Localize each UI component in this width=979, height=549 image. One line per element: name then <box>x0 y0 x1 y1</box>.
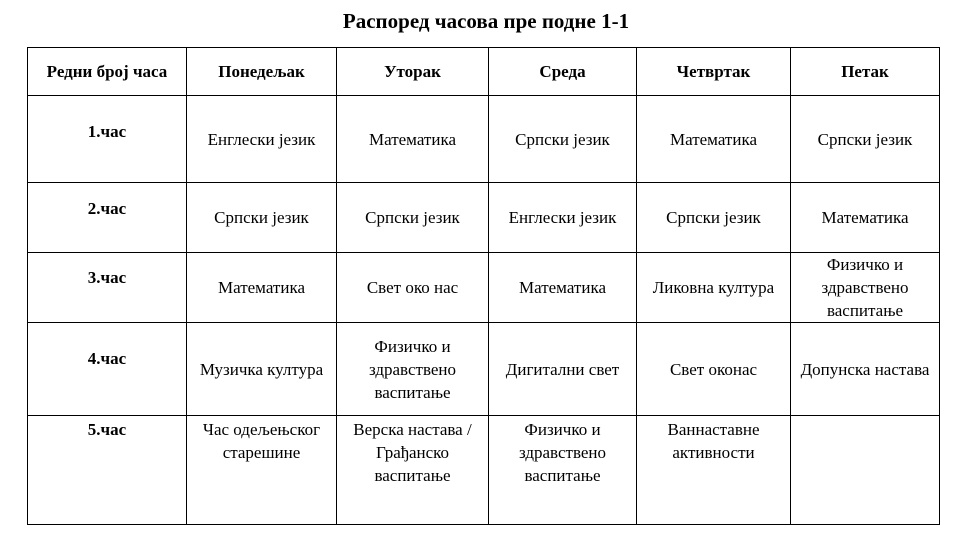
table-row <box>28 183 940 253</box>
table-cell: Српски језик <box>637 183 791 253</box>
table-cell: Ликовна култура <box>637 253 791 323</box>
table-cell: Математика <box>791 183 940 253</box>
table-cell: Математика <box>187 253 337 323</box>
table-cell <box>791 416 940 525</box>
table-cell: Физичко и здравствено васпитање <box>337 323 489 416</box>
table-row <box>28 96 940 183</box>
period-label: 2.час <box>28 183 187 253</box>
table-cell: Математика <box>637 96 791 183</box>
table-cell: Српски језик <box>187 183 337 253</box>
table-cell: Српски језик <box>489 96 637 183</box>
table-cell: Свет оконас <box>637 323 791 416</box>
page-title: Распоред часова пре подне 1-1 <box>342 9 630 33</box>
table-row <box>28 253 940 323</box>
table-cell: Српски језик <box>791 96 940 183</box>
header-period-number: Редни број часа <box>28 48 187 96</box>
table-cell: Дигитални свет <box>489 323 637 416</box>
header-row <box>28 48 940 96</box>
table-cell: Верска настава / Грађанско васпитање <box>337 416 489 525</box>
schedule-table <box>27 47 940 525</box>
table-row <box>28 323 940 416</box>
header-monday: Понедељак <box>187 48 337 96</box>
table-cell: Енглески језик <box>187 96 337 183</box>
table-cell: Свет око нас <box>337 253 489 323</box>
header-wednesday: Среда <box>489 48 637 96</box>
table-cell: Физичко и здравствено васпитање <box>489 416 637 525</box>
table-cell: Музичка култура <box>187 323 337 416</box>
table-cell: Математика <box>337 96 489 183</box>
period-label: 1.час <box>28 96 187 183</box>
header-tuesday: Уторак <box>337 48 489 96</box>
table-row <box>28 416 940 525</box>
period-label: 5.час <box>28 416 187 525</box>
period-label: 3.час <box>28 253 187 323</box>
table-cell: Српски језик <box>337 183 489 253</box>
table-cell: Допунска настава <box>791 323 940 416</box>
table-cell: Физичко и здравствено васпитање <box>791 253 940 323</box>
table-cell: Енглески језик <box>489 183 637 253</box>
period-label: 4.час <box>28 323 187 416</box>
table-cell: Ваннаставне активности <box>637 416 791 525</box>
table-cell: Математика <box>489 253 637 323</box>
header-friday: Петак <box>791 48 940 96</box>
table-cell: Час одељењског старешине <box>187 416 337 525</box>
header-thursday: Четвртак <box>637 48 791 96</box>
